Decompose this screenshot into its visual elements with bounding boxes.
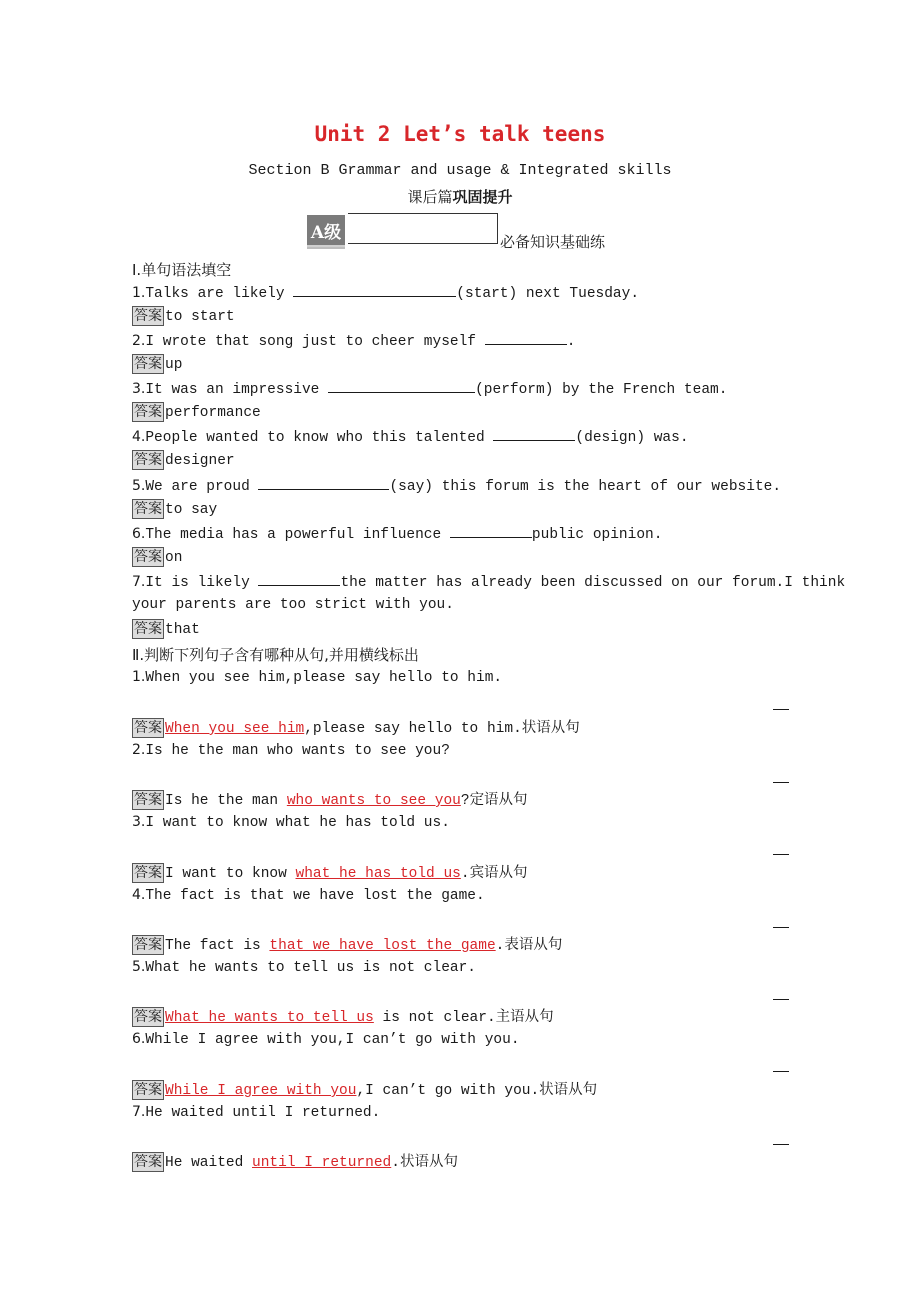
subtitle-bold: 巩固提升 xyxy=(452,188,513,206)
answer-tag: 答案 xyxy=(134,720,162,737)
answer-pre: He waited xyxy=(165,1155,253,1171)
clause-answer-7 xyxy=(132,1150,458,1172)
answer-4 xyxy=(132,450,235,470)
answer-blank xyxy=(493,428,575,441)
question-4 xyxy=(132,428,689,446)
clause-answer-2 xyxy=(132,788,528,810)
clause-type: 状语从句 xyxy=(539,1082,598,1098)
question-text-after: (say) this forum is the heart of our website. xyxy=(389,479,782,495)
clause-answer-5 xyxy=(132,1005,554,1027)
answer-tag: 答案 xyxy=(134,501,162,517)
answer-2 xyxy=(132,354,182,374)
level-box xyxy=(348,213,498,244)
answer-post: ,I can’t go with you. xyxy=(356,1083,540,1099)
question-number: 7. xyxy=(132,574,146,590)
answer-5 xyxy=(132,499,217,519)
question-text-after: . xyxy=(566,334,576,350)
question-text: I wrote that song just to cheer myself xyxy=(145,334,485,350)
question-text: What he wants to tell us is not clear. xyxy=(145,960,477,976)
answer-text: to say xyxy=(165,501,218,518)
answer-text: that xyxy=(165,621,200,638)
question-text: The media has a powerful influence xyxy=(145,527,450,543)
clause-type: 状语从句 xyxy=(399,1154,458,1170)
section-heading-1: Ⅰ.单句语法填空 xyxy=(132,261,232,279)
underlined-clause: what he has told us xyxy=(295,866,461,882)
underlined-clause: While I agree with you xyxy=(165,1083,357,1099)
question-7-line2: your parents are too strict with you. xyxy=(132,597,454,613)
question-text: It is likely xyxy=(145,575,259,591)
answer-post: . xyxy=(495,938,505,954)
answer-dash xyxy=(773,1071,789,1072)
answer-dash xyxy=(773,999,789,1000)
answer-dash xyxy=(773,854,789,855)
answer-dash xyxy=(773,1144,789,1145)
answer-dash xyxy=(773,782,789,783)
answer-blank xyxy=(328,380,475,393)
level-badge-shadow xyxy=(307,247,345,249)
answer-tag: 答案 xyxy=(134,1009,162,1026)
exercise-subtitle xyxy=(0,186,920,207)
answer-blank xyxy=(293,284,456,297)
answer-tag: 答案 xyxy=(134,1154,162,1171)
underlined-clause: that we have lost the game xyxy=(269,938,496,954)
clause-question-3 xyxy=(132,814,450,831)
answer-post: ? xyxy=(460,793,470,809)
clause-answer-4 xyxy=(132,933,562,955)
underlined-clause: until I returned xyxy=(252,1155,392,1171)
question-number: 2. xyxy=(132,333,146,349)
question-2 xyxy=(132,332,575,350)
question-number: 5. xyxy=(132,959,146,975)
question-text-after: (start) next Tuesday. xyxy=(456,286,640,302)
subtitle-plain: 课后篇 xyxy=(407,188,453,206)
question-number: 6. xyxy=(132,526,146,542)
clause-question-1 xyxy=(132,669,502,686)
answer-7 xyxy=(132,619,200,639)
question-number: 1. xyxy=(132,669,146,685)
question-number: 1. xyxy=(132,285,146,301)
answer-3 xyxy=(132,402,261,422)
question-text: People wanted to know who this talented xyxy=(145,430,494,446)
answer-tag: 答案 xyxy=(134,937,162,954)
question-text-after: the matter has already been discussed on our forum.I think xyxy=(340,575,846,591)
answer-text: on xyxy=(165,549,183,566)
level-badge: A级 xyxy=(307,215,345,247)
answer-tag: 答案 xyxy=(134,549,162,565)
clause-answer-3 xyxy=(132,861,528,883)
answer-blank xyxy=(258,477,389,490)
answer-dash xyxy=(773,927,789,928)
answer-text: designer xyxy=(165,452,235,469)
answer-post: . xyxy=(391,1155,400,1171)
question-number: 4. xyxy=(132,429,146,445)
answer-tag: 答案 xyxy=(134,865,162,882)
clause-answer-1 xyxy=(132,716,580,738)
underlined-clause: What he wants to tell us xyxy=(165,1010,374,1026)
question-text: He waited until I returned. xyxy=(145,1105,381,1121)
answer-post: ,please say hello to him. xyxy=(304,721,522,737)
answer-text: to start xyxy=(165,308,235,325)
question-text: When you see him,please say hello to him. xyxy=(145,670,503,686)
underlined-clause: who wants to see you xyxy=(286,793,461,809)
answer-blank xyxy=(485,332,567,345)
answer-1 xyxy=(132,306,235,326)
question-text: It was an impressive xyxy=(145,382,329,398)
answer-text: performance xyxy=(165,404,261,421)
answer-post: is not clear. xyxy=(373,1010,496,1026)
question-text: While I agree with you,I can’t go with you. xyxy=(145,1032,520,1048)
answer-tag: 答案 xyxy=(134,1082,162,1099)
question-number: 6. xyxy=(132,1031,146,1047)
page-title: Unit 2 Let’s talk teens xyxy=(314,122,606,146)
answer-tag: 答案 xyxy=(134,356,162,372)
answer-blank xyxy=(258,573,340,586)
question-number: 5. xyxy=(132,478,146,494)
answer-text: up xyxy=(165,356,183,373)
answer-blank xyxy=(450,525,532,538)
answer-tag: 答案 xyxy=(134,621,162,637)
question-3 xyxy=(132,380,727,398)
question-text: We are proud xyxy=(145,479,259,495)
clause-type: 状语从句 xyxy=(521,720,580,736)
underlined-clause: When you see him xyxy=(165,721,305,737)
question-number: 2. xyxy=(132,742,146,758)
clause-type: 定语从句 xyxy=(469,792,528,808)
question-text-after: (design) was. xyxy=(575,430,689,446)
question-number: 3. xyxy=(132,814,146,830)
answer-tag: 答案 xyxy=(134,404,162,420)
clause-type: 表语从句 xyxy=(504,937,563,953)
answer-post: . xyxy=(460,866,470,882)
question-number: 3. xyxy=(132,381,146,397)
question-text: Talks are likely xyxy=(145,286,294,302)
question-text: The fact is that we have lost the game. xyxy=(145,888,485,904)
answer-pre: I want to know xyxy=(165,866,296,882)
question-text: Is he the man who wants to see you? xyxy=(145,743,450,759)
clause-question-2 xyxy=(132,742,450,759)
level-label: 必备知识基础练 xyxy=(500,233,606,251)
answer-dash xyxy=(773,709,789,710)
question-7 xyxy=(132,573,845,591)
clause-question-6 xyxy=(132,1031,520,1048)
question-text-after: (perform) by the French team. xyxy=(475,382,728,398)
question-1 xyxy=(132,284,639,302)
clause-question-4 xyxy=(132,887,485,904)
question-number: 4. xyxy=(132,887,146,903)
answer-tag: 答案 xyxy=(134,308,162,324)
question-text-after: public opinion. xyxy=(531,527,663,543)
section-subtitle: Section B Grammar and usage & Integrated skills xyxy=(248,162,672,179)
clause-type: 主语从句 xyxy=(495,1009,554,1025)
answer-tag: 答案 xyxy=(134,452,162,468)
answer-6 xyxy=(132,547,182,567)
question-6 xyxy=(132,525,662,543)
clause-question-7 xyxy=(132,1104,380,1121)
clause-answer-6 xyxy=(132,1078,597,1100)
question-number: 7. xyxy=(132,1104,146,1120)
section-heading-2: Ⅱ.判断下列句子含有哪种从句,并用横线标出 xyxy=(132,646,419,664)
clause-type: 宾语从句 xyxy=(469,865,528,881)
question-5 xyxy=(132,477,781,495)
answer-pre: The fact is xyxy=(165,938,270,954)
answer-pre: Is he the man xyxy=(165,793,287,809)
answer-tag: 答案 xyxy=(134,792,162,809)
clause-question-5 xyxy=(132,959,476,976)
question-text: I want to know what he has told us. xyxy=(145,815,450,831)
